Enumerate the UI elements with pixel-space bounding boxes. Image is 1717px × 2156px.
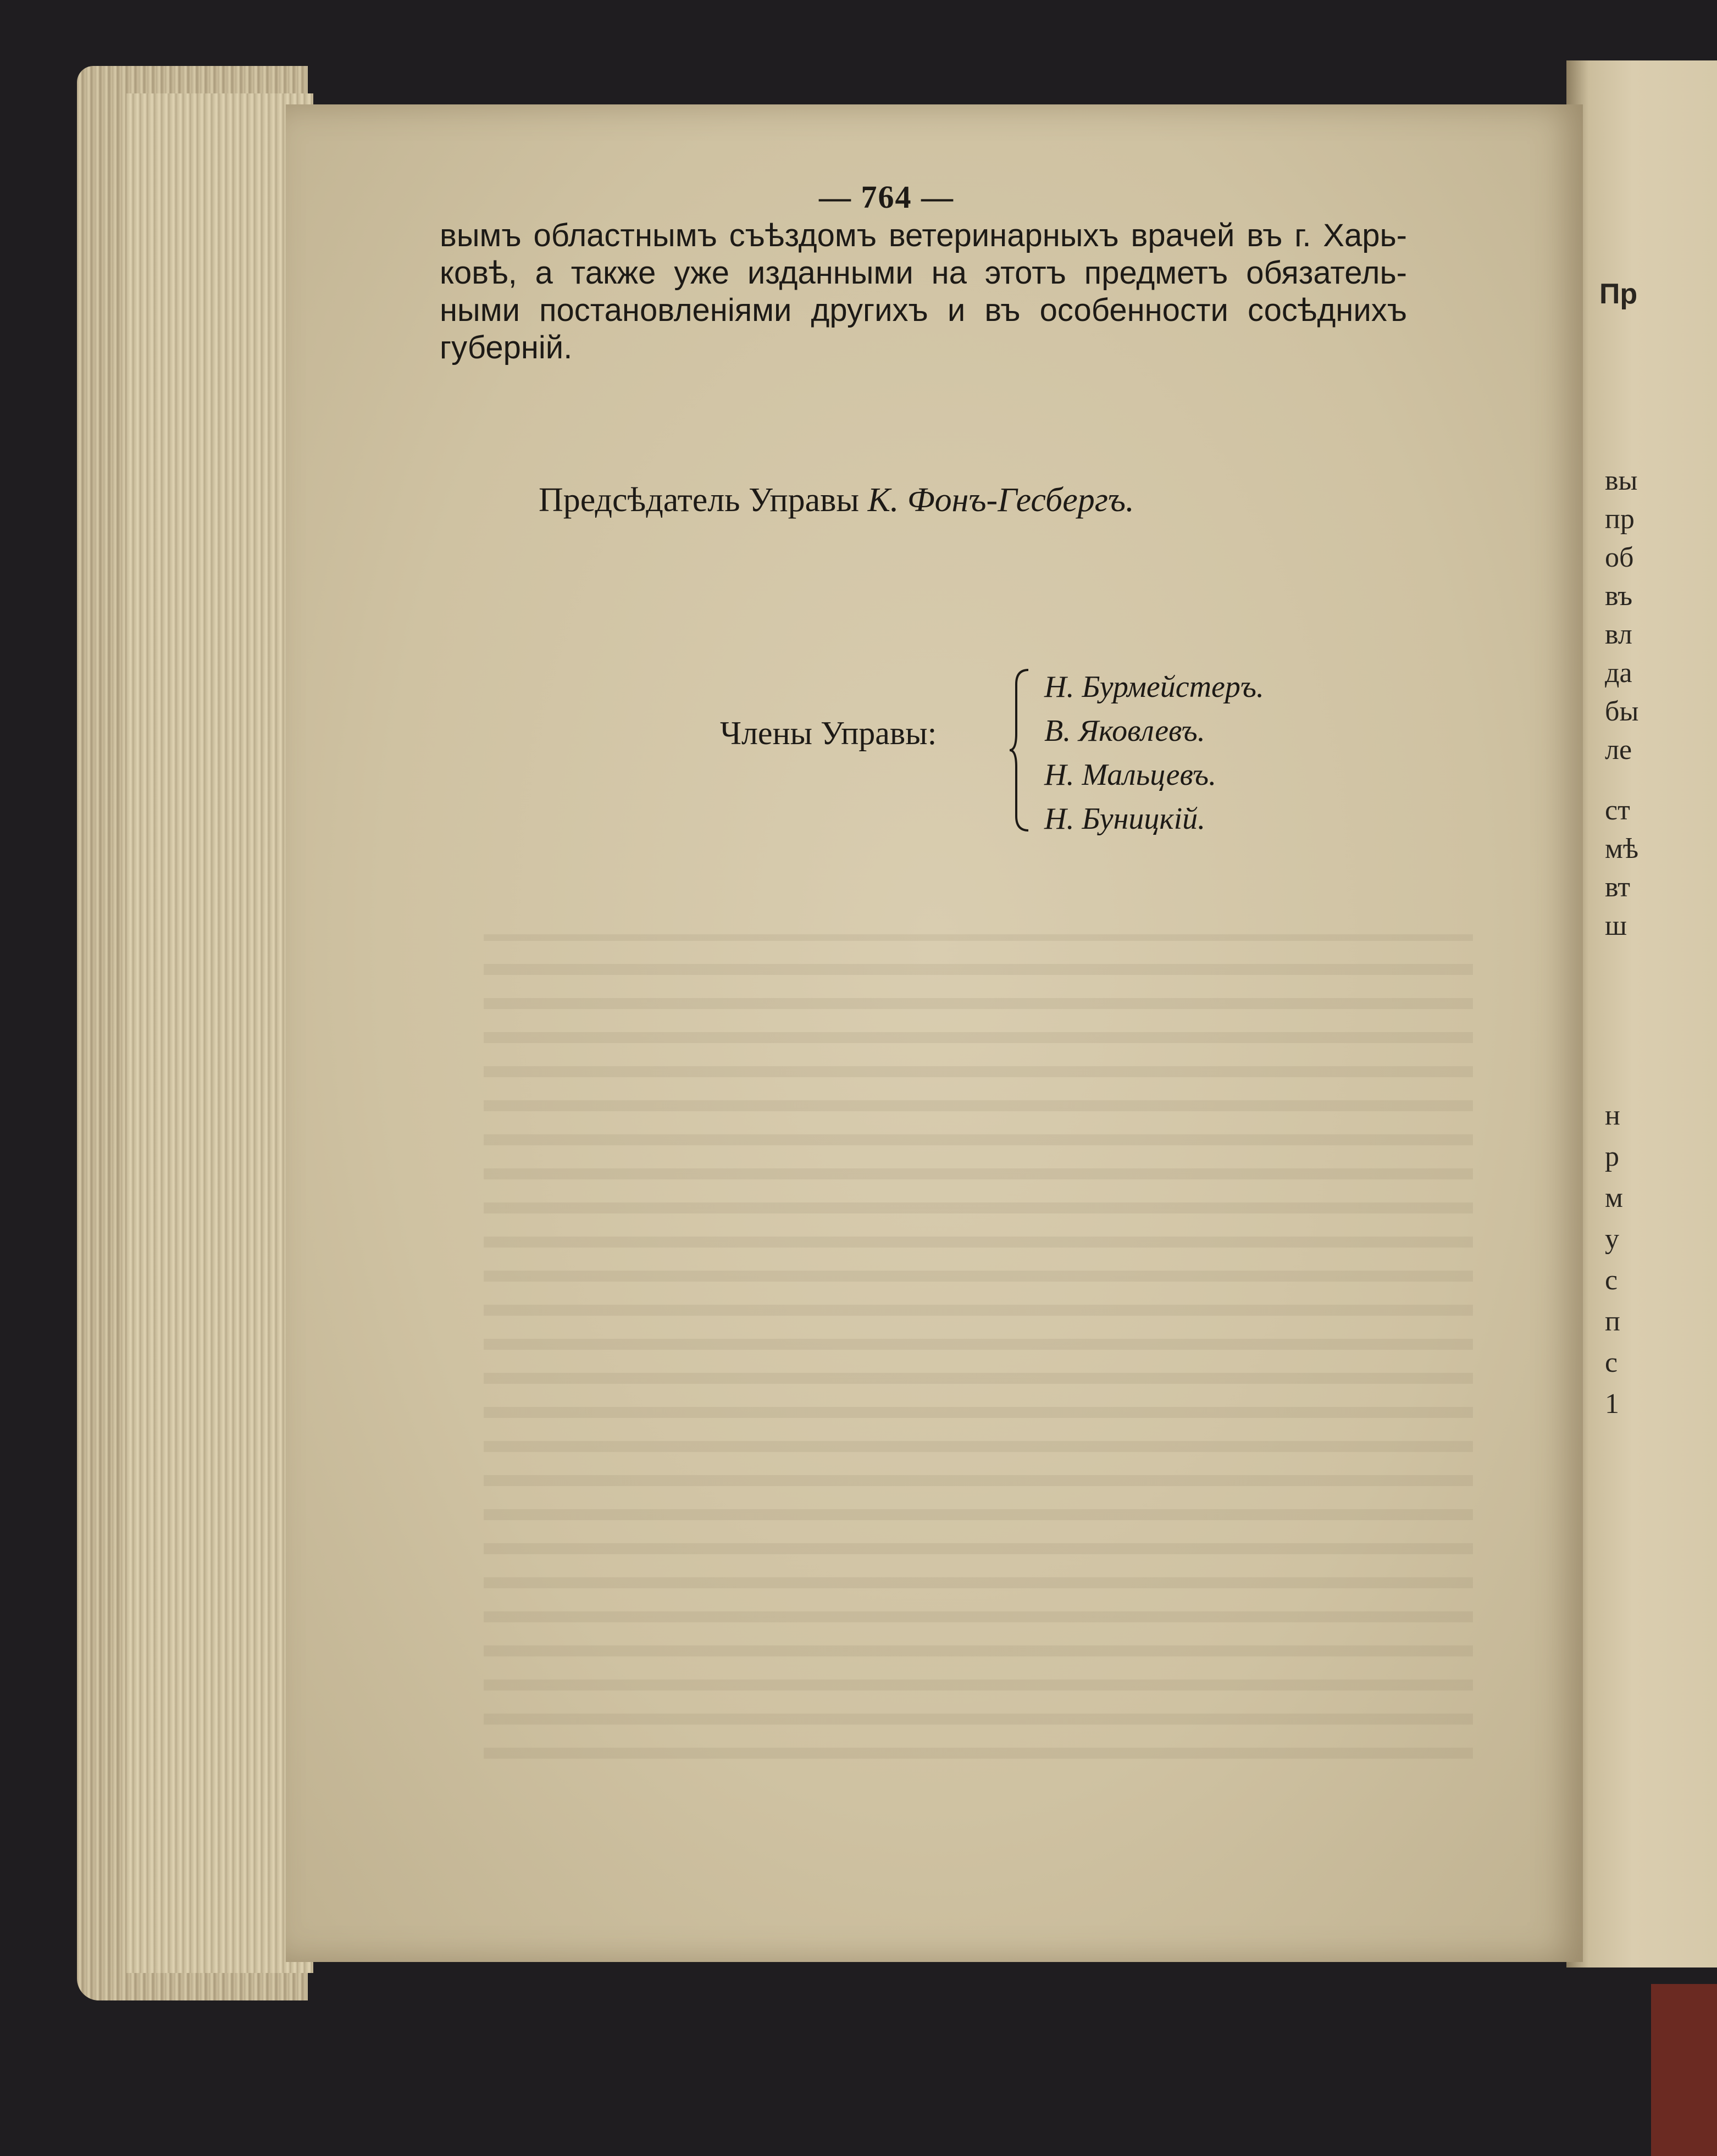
members-label: Члены Управы: xyxy=(720,715,937,751)
bleed-through-text xyxy=(484,934,1473,1759)
right-page-fragment: ш xyxy=(1605,910,1627,941)
paragraph-line: ковѣ, а также уже изданными на этотъ предметъ обязатель- xyxy=(440,255,1407,291)
paragraph-line: губерній. xyxy=(440,330,573,365)
chairman-label: Предсѣдатель Управы xyxy=(539,481,860,519)
member-name: Н. Мальцевъ. xyxy=(1044,758,1217,792)
paragraph xyxy=(440,217,1407,367)
right-page-fragment: вт xyxy=(1605,872,1630,903)
right-page-fragment: с xyxy=(1605,1265,1618,1296)
book-cover-edge xyxy=(1651,1984,1717,2156)
right-page-fragment: вы xyxy=(1605,465,1638,496)
member-name: Н. Бурмейстеръ. xyxy=(1044,670,1264,704)
chairman-line xyxy=(539,481,1134,520)
right-page-fragment: бы xyxy=(1605,696,1639,727)
members-list xyxy=(1044,665,1264,841)
chairman-name: К. Фонъ-Гесбергъ. xyxy=(867,481,1134,519)
right-page-fragment: да xyxy=(1605,657,1632,689)
page-number: — 764 — xyxy=(819,179,954,215)
right-page-fragment: ст xyxy=(1605,795,1630,826)
right-page-fragment: п xyxy=(1605,1306,1620,1337)
right-page-fragment: р xyxy=(1605,1141,1619,1172)
right-page-fragment: ле xyxy=(1605,734,1632,766)
paragraph-line: ными постановленіями другихъ и въ особенности сосѣднихъ xyxy=(440,292,1407,328)
paragraph-line: вымъ областнымъ съѣздомъ ветеринарныхъ врачей въ г. Харь- xyxy=(440,218,1407,253)
right-page-fragment: мѣ xyxy=(1605,833,1639,864)
right-page-fragment: въ xyxy=(1605,580,1633,612)
right-page-fragment: об xyxy=(1605,542,1634,573)
right-page-fragment: м xyxy=(1605,1182,1623,1213)
right-page-fragment: у xyxy=(1605,1223,1619,1255)
member-name: Н. Буницкій. xyxy=(1044,802,1206,836)
right-page-fragment: 1 xyxy=(1605,1388,1619,1420)
brace-icon xyxy=(1009,668,1031,833)
page-edges-inner xyxy=(126,93,313,1973)
right-page-fragment: пр xyxy=(1605,503,1635,535)
member-name: В. Яковлевъ. xyxy=(1044,714,1205,748)
right-page-fragment: Пр xyxy=(1599,278,1638,310)
right-page-fragment: с xyxy=(1605,1347,1618,1378)
right-page-fragment: н xyxy=(1605,1100,1620,1131)
right-page-fragment: вл xyxy=(1605,619,1632,650)
right-page xyxy=(1566,60,1717,1967)
